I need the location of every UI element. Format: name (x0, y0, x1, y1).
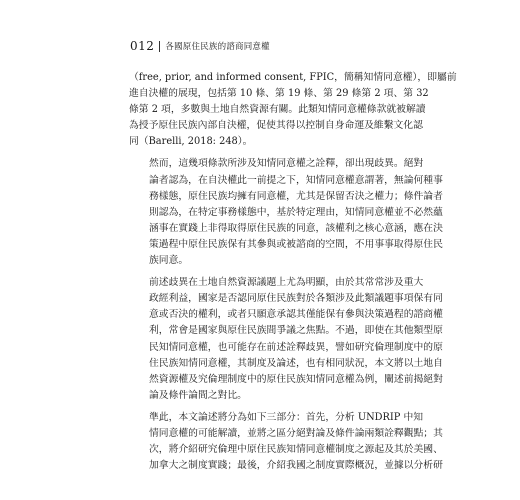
text-line: 然而，這幾項條款所涉及知情同意權之詮釋，卻出現歧異。絕對 (149, 158, 424, 170)
text-line: 涵事在實踐上非得取得原住民族的同意，該權利之核心意涵，應在決 (149, 222, 443, 234)
paragraph (129, 156, 443, 269)
text-line: 族同意。 (149, 255, 189, 267)
text-line: 進自決權的展現，包括第 10 條、第 19 條、第 29 條第 2 項、第 32 (129, 88, 429, 100)
text-line: 則認為，在特定事務樣態中，基於特定理由，知情同意權並不必然蘊 (149, 206, 443, 218)
text-line: 政經利益，國家是否認同原住民族對於各類涉及此類議題事項保有同 (149, 293, 443, 305)
text-line: 然資源權及究倫理制度中的原住民族知情同意權為例，闡述前揭絕對 (149, 373, 443, 385)
text-line: 住民族知情同意權，其制度及論述，也有相同狀況，本文將以土地自 (149, 357, 443, 369)
text-line: 條第 2 項，多數與土地自然資源有關。此類知情同意權條款就被解讀 (129, 104, 426, 116)
text-line: 意或否決的權利，或者只願意承認其僅能保有參與決策過程的諮商權 (149, 309, 443, 321)
text-line: 論及條件論間之對比。 (149, 389, 247, 401)
text-line: 利，常會是國家與原住民族間爭議之焦點。不過，即使在其他類型原 (149, 325, 443, 337)
text-line: 情同意權的可能解讀，並將之區分絕對論及條件論兩類詮釋觀點；其 (149, 427, 443, 439)
text-line: 論者認為，在自決權此一前提之下，知情同意權意謂著，無論何種事 (149, 174, 443, 186)
running-title: 各國原住民族的諮商同意權 (165, 42, 270, 52)
page-header (130, 38, 430, 54)
text-line: 為授予原住民族內部自決權，促使其得以控制自身命運及維繫文化認 (129, 120, 423, 132)
paragraph (129, 410, 443, 474)
text-line: 策過程中原住民族保有其參與或被諮商的空間，不用事事取得原住民 (149, 238, 443, 250)
header-divider (159, 41, 160, 52)
paragraph (129, 70, 457, 150)
text-line: 同（Barelli, 2018: 248）。 (129, 136, 253, 148)
paragraph (129, 275, 443, 404)
text-line: 民知情同意權，也可能存在前述詮釋歧異，譬如研究倫理制度中的原 (149, 341, 443, 353)
page-number: 012 (130, 39, 155, 53)
page-body (129, 70, 457, 474)
text-line: （free, prior, and informed consent, FPIC，簡稱知情同意權），即屬前 (129, 72, 457, 83)
text-line: 前述歧異在土地自然資源議題上尤為明顯，由於其常常涉及重大 (149, 277, 424, 289)
text-line: 加拿大之制度實踐；最後，介紹我國之制度實際概況，並據以分析研 (149, 460, 443, 472)
text-line: 準此，本文論述將分為如下三部分：首先，分析 UNDRIP 中知 (149, 411, 424, 423)
text-line: 務樣態，原住民族均擁有同意權，尤其是保留否決之權力；條件論者 (149, 190, 443, 202)
text-line: 次，將介紹研究倫理中原住民族知情同意權制度之源起及其於美國、 (149, 444, 443, 456)
